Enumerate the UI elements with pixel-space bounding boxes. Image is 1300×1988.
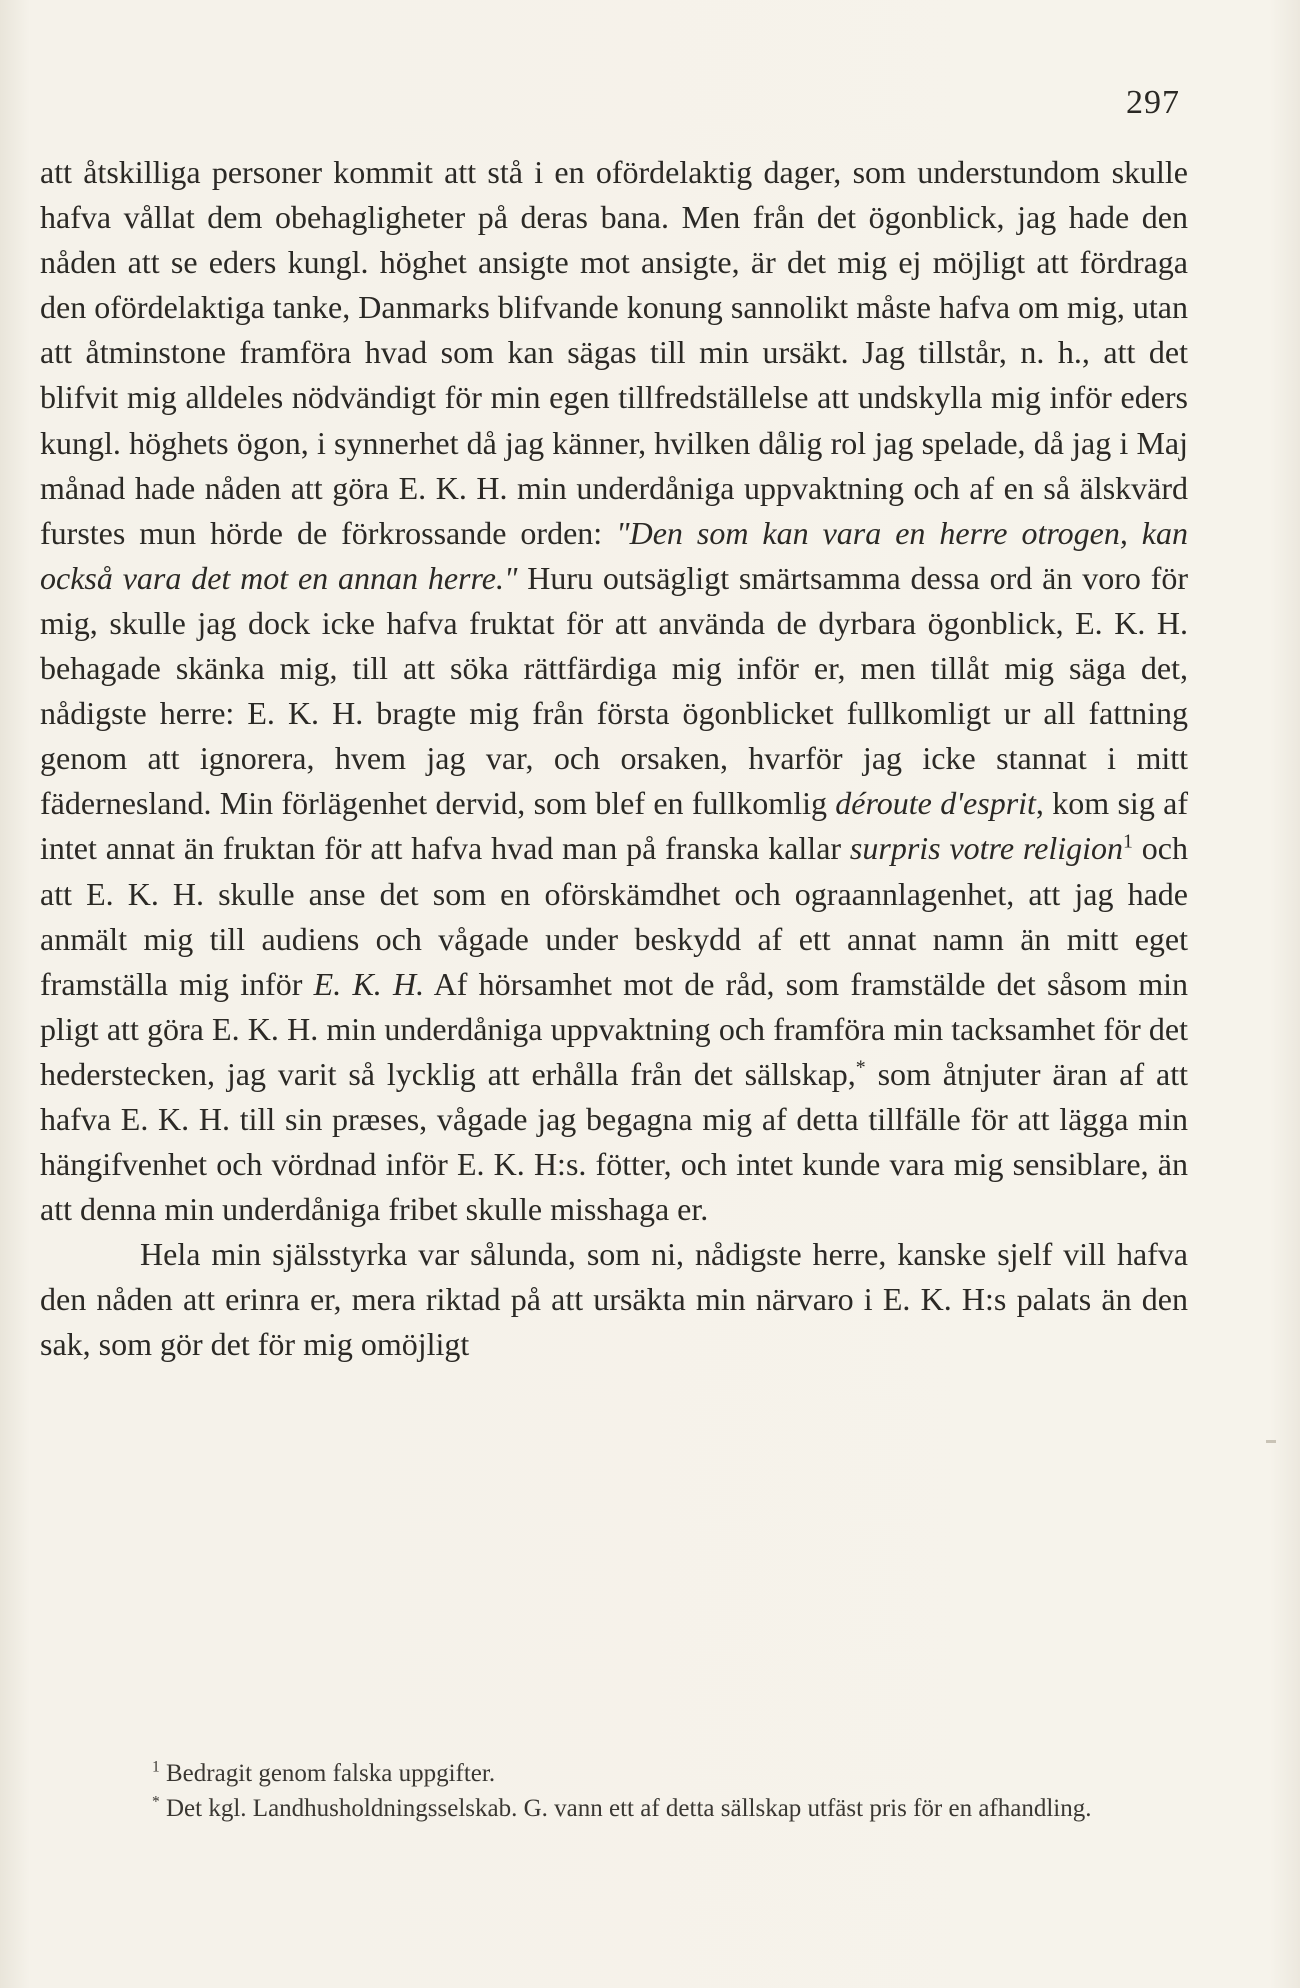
italic-quote: "Den som kan vara en herre otrogen, kan också vara det mot en annan herre.": [40, 514, 1189, 596]
footnote-reference: 1: [1123, 830, 1133, 853]
footnote-mark: *: [152, 1793, 160, 1811]
text-run: Huru outsägligt smärtsamma dessa ord än voro för mig, skulle jag dock icke hafva fruktat för att använda de dyrbara ögonblick, E. K. H. behagade skänka mig, till att söka rättfärdiga mig inför er, men tillåt mig säga det, nådigste herre: E. K. H. bragte mig från första ögonblicket fullkomligt ur all fattning genom att ignorera, hvem jag var, och orsaken, hvarför jag icke stannat i mitt fädernesland. Min förlägenhet dervid, som blef en fullkomlig: [40, 559, 1189, 822]
paper-mark: [1266, 1440, 1276, 1443]
main-text: [40, 150, 1188, 1368]
footnotes: [40, 1756, 1188, 1826]
text-run: som åtnjuter äran af att hafva E. K. H. till sin præses, vågade jag begagna mig af detta tillfälle för att lägga min hängifvenhet och vördnad inför E. K. H:s. fötter, och intet kunde vara mig sensiblare, än att denna min underdåniga fribet skulle misshaga er.: [40, 1055, 1189, 1228]
italic-phrase: E. K. H.: [313, 965, 425, 1002]
footnote-text: Bedragit genom falska uppgifter.: [159, 1760, 496, 1787]
text-run: att åtskilliga personer kommit att stå i en ofördelaktig dager, som understundom skulle hafva vållat dem obehagligheter på deras bana. Men från det ögonblick, jag hade den nåden att se eders kungl. höghet ansigte mot ansigte, är det mig ej möjligt att fördraga den ofördelaktiga tanke, Danmarks blifvande konung sannolikt måste hafva om mig, utan att åtminstone framföra hvad som kan sägas till min ursäkt. Jag tillstår, n. h., att det blifvit mig alldeles nödvändigt för min egen tillfredställelse att undskylla mig inför eders kungl. höghets ögon, i synnerhet då jag känner, hvilken dålig rol jag spelade, då jag i Maj månad hade nåden att göra E. K. H. min underdåniga uppvaktning och af en så älskvärd furstes mun hörde de förkrossande orden:: [40, 154, 1188, 551]
footnote-2: [40, 1791, 1188, 1826]
footnote-mark: 1: [152, 1758, 160, 1776]
footnote-reference: *: [855, 1056, 866, 1079]
page-number: 297: [1126, 84, 1180, 121]
italic-phrase: surpris votre religion: [849, 830, 1124, 867]
paragraph-2: Hela min själsstyrka var sålunda, som ni, nådigste herre, kanske sjelf vill hafva den nåden att erinra er, mera riktad på att ursäkta min närvaro i E. K. H:s palats än den sak, som gör det för mig omöjligt: [40, 1236, 1188, 1363]
footnote-1: [40, 1756, 1188, 1791]
text-run: Af hörsamhet mot de råd, som framstälde det såsom min pligt att göra E. K. H. min underdåniga uppvaktning och framföra min tacksamhet för det hederstecken, jag varit så lycklig att erhålla från det sällskap,: [40, 965, 1189, 1092]
italic-phrase: déroute d'esprit: [835, 785, 1036, 822]
text-run: och att E. K. H. skulle anse det som en oförskämdhet och ograannlagenhet, att jag hade anmält mig till audiens och vågade under beskydd af ett annat namn än mitt eget framställa mig inför: [40, 830, 1189, 1002]
text-run: , kom sig af intet annat än fruktan för att hafva hvad man på franska kallar: [40, 785, 1188, 867]
paragraph-1: [40, 150, 1188, 1232]
footnote-text: Det kgl. Landhusholdningsselskab. G. vann ett af detta sällskap utfäst pris för en afhandling.: [159, 1795, 1092, 1822]
